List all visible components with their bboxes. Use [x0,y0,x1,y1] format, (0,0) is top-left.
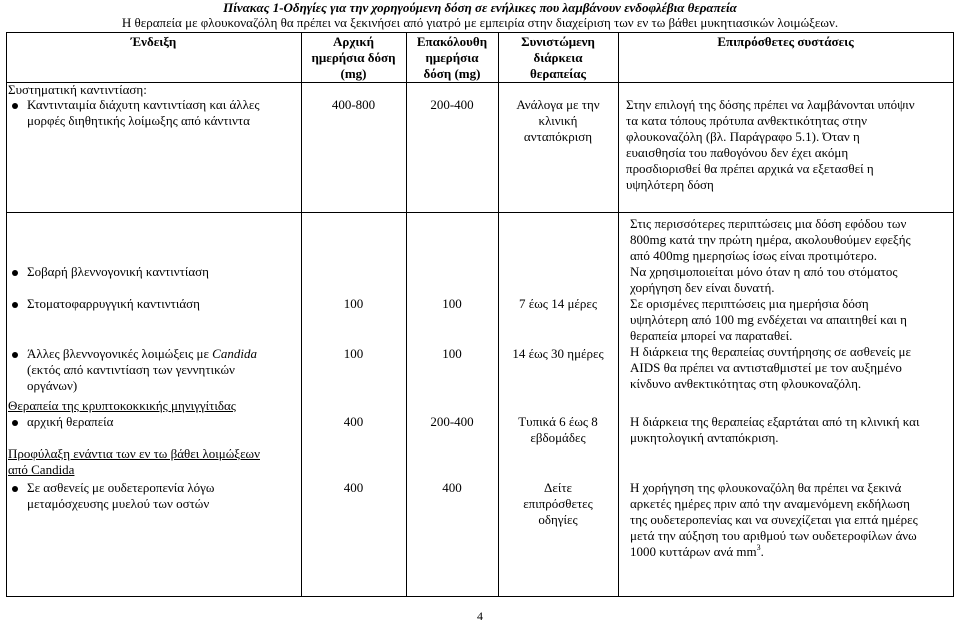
bullet-icon [12,486,18,492]
mucosal-title: Σοβαρή βλεννογονική καντιντίαση [27,264,209,279]
oropharyngeal-followup-dose: 100 [442,296,462,311]
bullet-icon [12,420,18,426]
header-bottom-border [6,82,954,83]
col-border [406,32,407,597]
header-followup-dose: Επακόλουθη ημερήσια δόση (mg) [416,34,488,81]
col-border [618,32,619,597]
systemic-duration: Ανάλογα με την κλινική ανταπόκριση [516,97,600,144]
header-duration: Συνιστώμενη διάρκεια θεραπείας [521,34,595,81]
systemic-followup-dose: 200-400 [430,97,474,112]
crypto-notes: Η διάρκεια της θεραπείας εξαρτάται από τη κλινική και μυκητολογική ανταπόκριση. [630,414,920,445]
section-crypto: Θεραπεία της κρυπτοκοκκικής μηνιγγίτιδας [8,398,236,413]
prophylaxis-followup-dose: 400 [442,480,462,495]
crypto-duration: Τυπικά 6 έως 8 εβδομάδες [518,414,598,445]
crypto-label: αρχική θεραπεία [27,414,114,429]
other-mucosal-followup-dose: 100 [442,346,462,361]
col-border [6,32,7,597]
mucosal-notes: Στις περισσότερες περιπτώσεις μια δόση εφόδου των 800mg κατά την πρώτη ημέρα, ακολουθούμεν εφεξής από 400mg ημερησίως ίσως είναι προτιμότερο. Να χρησιμοποιείται μόνο όταν η από του στόματος χορήγηση δεν είναι δυνατή. Σε ορισμένες περιπτώσεις μια ημερήσια δόση υψηλότερη από 100 mg ενδέχεται να απαιτηθεί και η θεραπεία μπορεί να παραταθεί. Η διάρκεια της θεραπείας συντήρησης σε ασθενείς με AIDS θα πρέπει να αντισταθμιστεί με τον αυξημένο κίνδυνο ανθεκτικότητας στη φλουκοναζόλη. [630,216,911,391]
section-systemic: Συστηματική καντιντίαση: [8,82,147,97]
other-mucosal-label: Άλλες βλεννογονικές λοιμώξεις με Candida (εκτός από καντιντίαση των γεννητικών οργάνων) [27,346,257,393]
col-border [953,32,954,597]
row-divider [6,212,954,213]
prophylaxis-initial-dose: 400 [343,480,364,495]
prophylaxis-notes: Η χορήγηση της φλουκοναζόλη θα πρέπει να ξεκινά αρκετές ημέρες πριν από την αναμενόμενη εκδήλωση της ουδετεροπενίας και να συνεχίζεται για επτά ημέρες μετά την αύξηση του αριθμού των ουδετεροφίλων άνω 1000 κυττάρων ανά $mm^3$. [630,480,918,559]
crypto-followup-dose: 200-400 [430,414,474,429]
section-prophylaxis: Προφύλαξη ενάντια των εν τω βάθει λοιμώξεων από Candida [8,446,260,477]
bullet-icon [12,270,18,276]
oropharyngeal-initial-dose: 100 [343,296,364,311]
other-mucosal-initial-dose: 100 [343,346,364,361]
prophylaxis-duration: Δείτε επιπρόσθετες οδηγίες [523,480,593,527]
systemic-initial-dose: 400-800 [331,97,376,112]
prophylaxis-label: Σε ασθενείς με ουδετεροπενία λόγω μεταμόσχευσης μυελού των οστών [27,480,215,511]
table-top-border [6,32,954,33]
bullet-icon [12,302,18,308]
systemic-indication: Καντινταιμία διάχυτη καντιντίαση και άλλες μορφές διηθητικής λοίμωξης από κάντιντα [27,97,260,128]
bullet-icon [12,352,18,358]
bullet-icon [12,103,18,109]
header-initial-dose: Αρχική ημερήσια δόση (mg) [311,34,396,81]
oropharyngeal-duration: 7 έως 14 μέρες [519,296,597,311]
header-recommendations: Επιπρόσθετες συστάσεις [717,34,854,49]
header-indication: Ένδειξη [130,34,177,49]
crypto-initial-dose: 400 [343,414,364,429]
systemic-notes: Στην επιλογή της δόσης πρέπει να λαμβάνονται υπόψιν τα κατα τόπους πρότυπα ανθεκτικότητας στην φλουκοναζόλη (βλ. Παράγραφο 5.1). Όταν η ευαισθησία του παθογόνου δεν έχει ακόμη προσδιορισθεί θα πρέπει αρχικά να εξετασθεί η υψηλότερη δόση [626,97,915,192]
intro-text: Η θεραπεία με φλουκοναζόλη θα πρέπει να ξεκινήσει από γιατρό με εμπειρία στην διαχείριση των εν τω βάθει μυκητιασικών λοιμώξεων. [121,15,839,30]
other-mucosal-duration: 14 έως 30 ημέρες [512,346,604,361]
page-number: 4 [477,609,483,623]
table-title: Πίνακας 1-Οδηγίες για την χορηγούμενη δόση σε ενήλικες που λαμβάνουν ενδοφλέβια θεραπεία [223,0,737,15]
oropharyngeal-label: Στοματοφαρρυγγική καντιντιάση [27,296,200,311]
col-border [301,32,302,597]
table-bottom-border [6,596,954,597]
